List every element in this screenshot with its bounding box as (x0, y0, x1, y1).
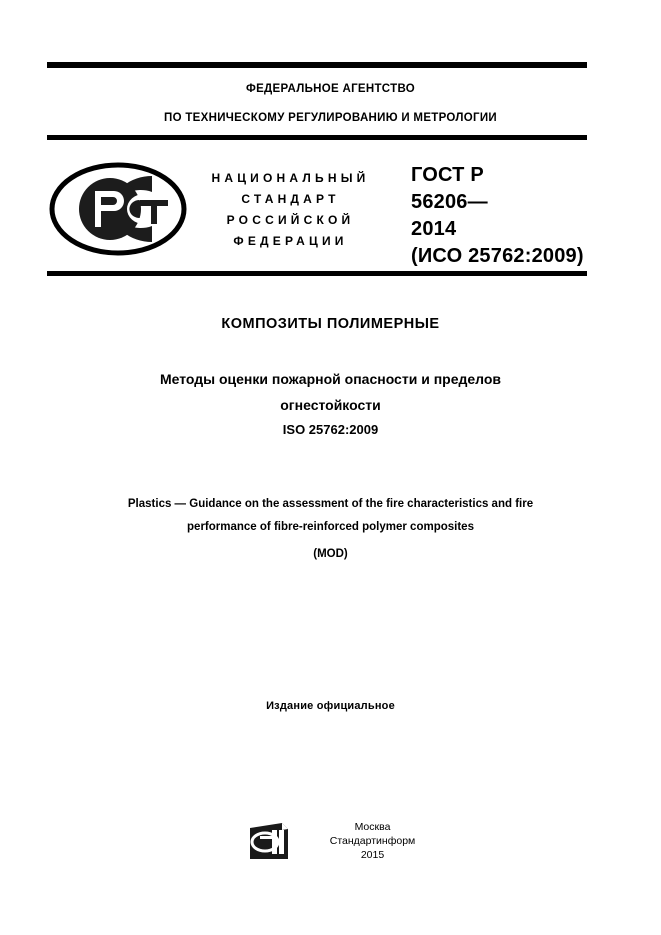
publisher-block (248, 820, 448, 880)
national-standard-line-2: СТАНДАРТ (241, 192, 340, 206)
designation-line-2: 56206— (411, 191, 488, 213)
page-subtitle (110, 366, 551, 418)
header-rule-middle (47, 135, 587, 140)
publisher-city: Москва (354, 821, 391, 833)
header-rule-top (47, 62, 587, 68)
iso-reference: ISO 25762:2009 (282, 422, 379, 437)
modification-degree: (MOD) (313, 548, 348, 560)
header-rule-bottom (47, 271, 587, 276)
national-standard-line-4: ФЕДЕРАЦИИ (233, 234, 348, 248)
national-standard-line-1: НАЦИОНАЛЬНЫЙ (211, 171, 370, 185)
publisher-text (300, 820, 445, 862)
publisher-year: 2015 (360, 849, 385, 861)
national-standard-block (193, 168, 388, 252)
agency-name-line-1: ФЕДЕРАЛЬНОЕ АГЕНТСТВО (245, 83, 416, 95)
page-title: КОМПОЗИТЫ ПОЛИМЕРНЫЕ (221, 316, 440, 332)
standartinform-logo-icon (248, 822, 290, 860)
agency-name-line-2: ПО ТЕХНИЧЕСКОМУ РЕГУЛИРОВАНИЮ И МЕТРОЛОГИИ (164, 112, 497, 124)
english-title (75, 493, 586, 539)
publisher-name: Стандартинформ (329, 835, 416, 847)
designation-line-3: 2014 (411, 218, 457, 240)
standard-designation-block (411, 162, 641, 270)
national-standard-line-3: РОССИЙСКОЙ (226, 213, 355, 227)
designation-line-4: (ИСО 25762:2009) (411, 245, 584, 267)
english-title-line-2: performance of fibre-reinforced polymer composites (187, 521, 474, 533)
english-title-line-1: Plastics — Guidance on the assessment of the fire characteristics and fire (127, 498, 534, 510)
gost-r-emblem-icon (48, 160, 188, 258)
page-subtitle-line-1: Методы оценки пожарной опасности и пределов (159, 371, 502, 387)
page-subtitle-line-2: огнестойкости (280, 397, 381, 413)
official-edition-note: Издание официальное (266, 700, 395, 712)
designation-line-1: ГОСТ Р (411, 164, 484, 186)
